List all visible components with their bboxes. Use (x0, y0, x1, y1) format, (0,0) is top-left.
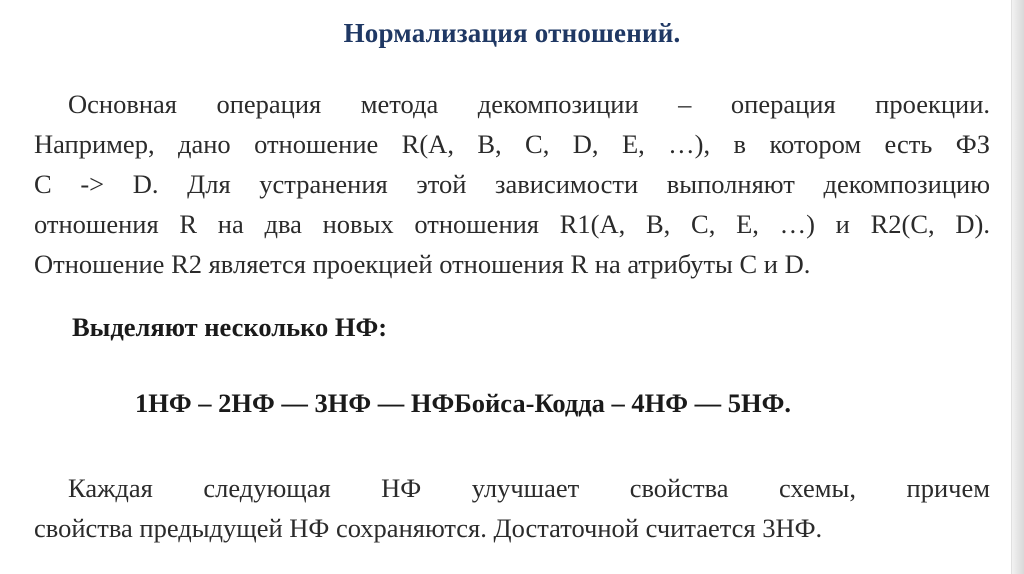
section-heading: Выделяют несколько НФ: (72, 312, 388, 342)
normal-forms-chain: 1НФ – 2НФ — 3НФ — НФБойса-Кодда – 4НФ — 5НФ. (135, 388, 792, 418)
paragraph-line: свойства предыдущей НФ сохраняются. Достаточной считается 3НФ. (34, 513, 823, 543)
slide-edge-bar (1011, 0, 1024, 574)
paragraph-decomposition (34, 84, 990, 284)
paragraph-line: Отношение R2 является проекцией отношения R на атрибуты C и D. (34, 249, 811, 279)
paragraph-conclusion (34, 468, 990, 548)
paragraph-line: C -> D. Для устранения этой зависимости выполняют декомпозицию (34, 169, 990, 199)
slide-title: Нормализация отношений. (343, 18, 681, 48)
paragraph-line: отношения R на два новых отношения R1(A, B, C, E, …) и R2(C, D). (34, 209, 990, 239)
paragraph-line: Каждая следующая НФ улучшает свойства схемы, причем (68, 473, 990, 503)
paragraph-line: Например, дано отношение R(A, B, C, D, E, …), в котором есть ФЗ (34, 129, 990, 159)
paragraph-line: Основная операция метода декомпозиции – операция проекции. (68, 89, 990, 119)
